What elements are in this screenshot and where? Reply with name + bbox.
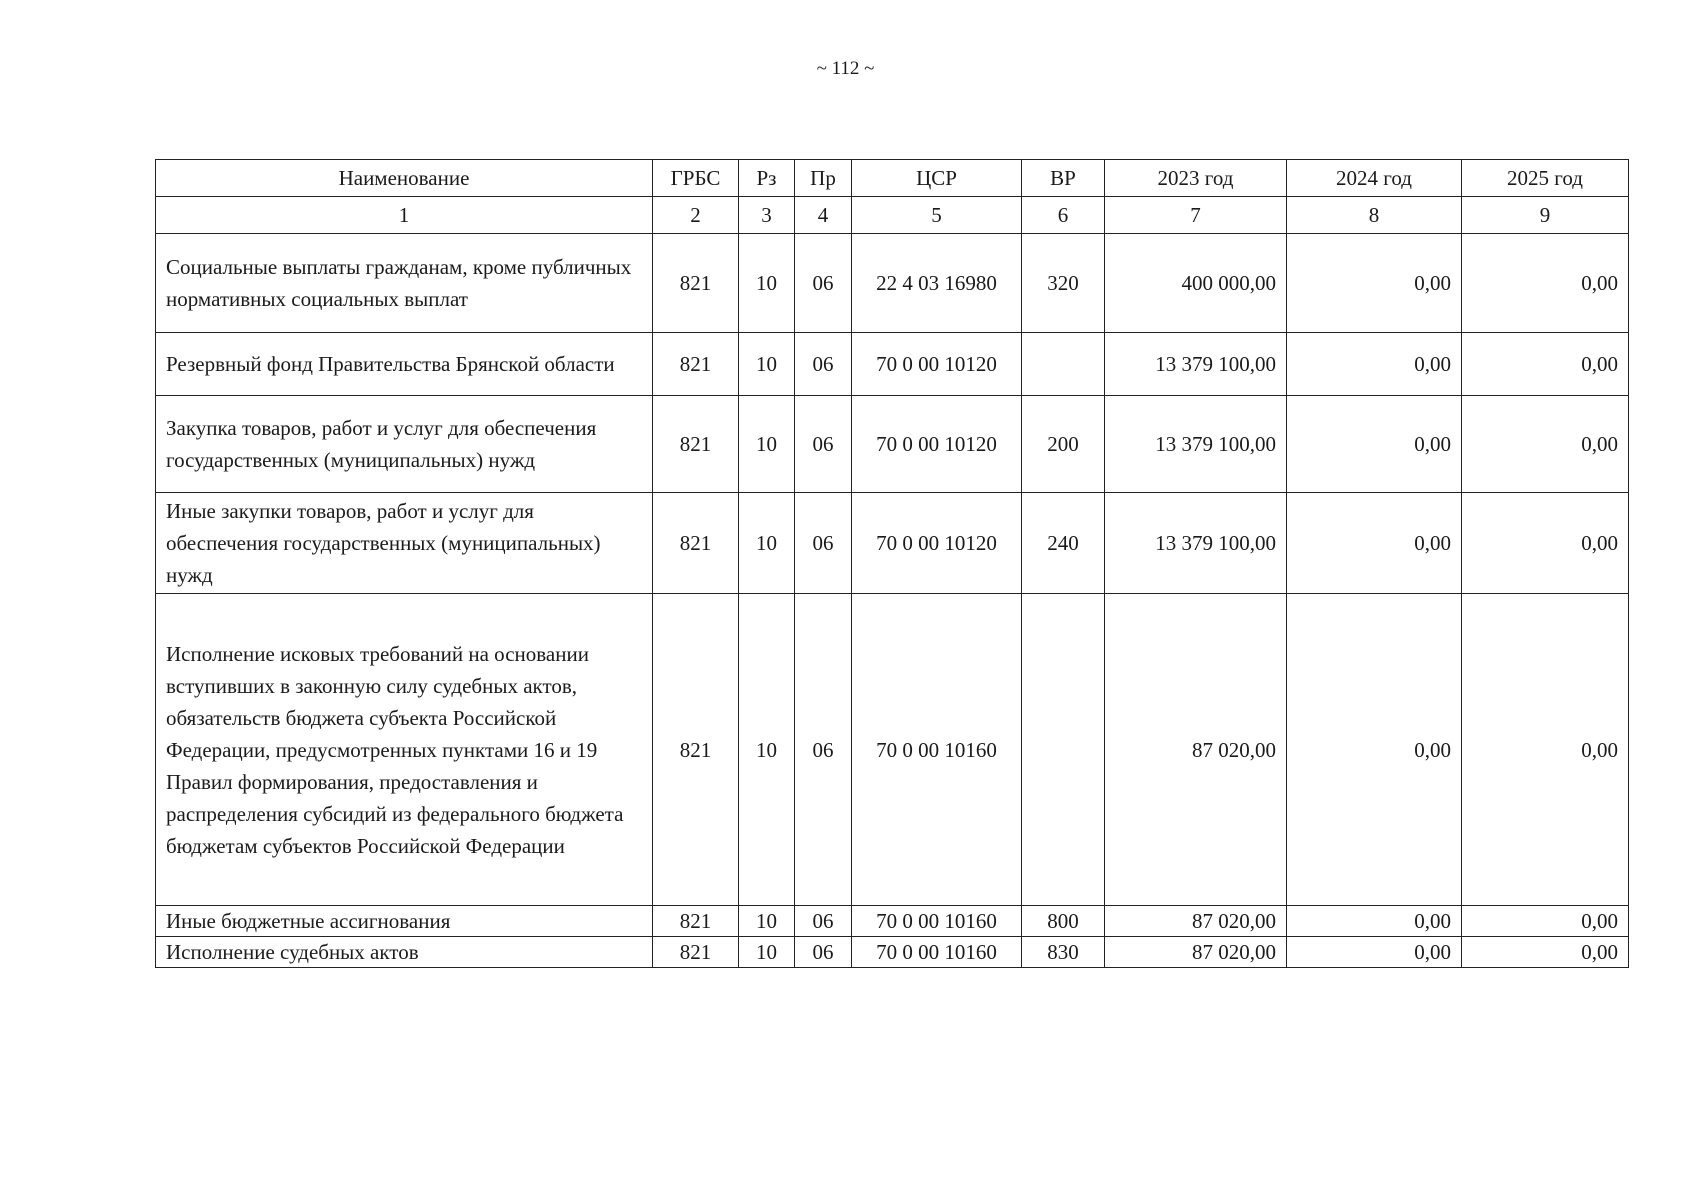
table-row	[156, 594, 1629, 906]
header-2023: 2023 год	[1105, 160, 1287, 197]
column-number-row	[156, 197, 1629, 234]
row-2024: 0,00	[1287, 594, 1462, 906]
row-2024: 0,00	[1287, 493, 1462, 594]
row-name: Иные бюджетные ассигнования	[156, 906, 653, 937]
row-name: Иные закупки товаров, работ и услуг для обеспечения государственных (муниципальных) нужд	[156, 493, 653, 594]
row-2025: 0,00	[1462, 333, 1629, 396]
row-rz: 10	[739, 594, 795, 906]
column-number: 5	[852, 197, 1022, 234]
row-csr: 70 0 00 10160	[852, 937, 1022, 968]
column-number: 8	[1287, 197, 1462, 234]
page-number: ~ 112 ~	[816, 58, 875, 79]
row-vr: 800	[1022, 906, 1105, 937]
column-number: 1	[156, 197, 653, 234]
header-csr: ЦСР	[852, 160, 1022, 197]
table-row	[156, 333, 1629, 396]
row-pr: 06	[795, 333, 852, 396]
row-2025: 0,00	[1462, 594, 1629, 906]
column-number: 9	[1462, 197, 1629, 234]
table-row	[156, 234, 1629, 333]
row-pr: 06	[795, 594, 852, 906]
row-csr: 70 0 00 10120	[852, 333, 1022, 396]
row-2023: 13 379 100,00	[1105, 333, 1287, 396]
row-name: Исполнение исковых требований на основании вступивших в законную силу судебных актов, обязательств бюджета субъекта Российской Федерации, предусмотренных пунктами 16 и 19 Правил формирования, предоставления и распределения субсидий из федерального бюджета бюджетам субъектов Российской Федерации	[156, 594, 653, 906]
header-pr: Пр	[795, 160, 852, 197]
header-2024: 2024 год	[1287, 160, 1462, 197]
header-vr: ВР	[1022, 160, 1105, 197]
row-2024: 0,00	[1287, 937, 1462, 968]
row-name: Закупка товаров, работ и услуг для обеспечения государственных (муниципальных) нужд	[156, 396, 653, 493]
row-name: Социальные выплаты гражданам, кроме публичных нормативных социальных выплат	[156, 234, 653, 333]
row-csr: 70 0 00 10120	[852, 493, 1022, 594]
row-grbs: 821	[653, 937, 739, 968]
row-name: Исполнение судебных актов	[156, 937, 653, 968]
row-pr: 06	[795, 493, 852, 594]
row-rz: 10	[739, 333, 795, 396]
table-row	[156, 493, 1629, 594]
row-vr: 320	[1022, 234, 1105, 333]
row-2024: 0,00	[1287, 396, 1462, 493]
table-row	[156, 906, 1629, 937]
row-pr: 06	[795, 906, 852, 937]
header-grbs: ГРБС	[653, 160, 739, 197]
row-grbs: 821	[653, 493, 739, 594]
column-number: 2	[653, 197, 739, 234]
header-rz: Рз	[739, 160, 795, 197]
row-csr: 22 4 03 16980	[852, 234, 1022, 333]
row-2024: 0,00	[1287, 906, 1462, 937]
table-row	[156, 937, 1629, 968]
row-2025: 0,00	[1462, 396, 1629, 493]
row-grbs: 821	[653, 333, 739, 396]
column-number: 4	[795, 197, 852, 234]
row-vr: 240	[1022, 493, 1105, 594]
row-2025: 0,00	[1462, 937, 1629, 968]
row-vr	[1022, 594, 1105, 906]
row-csr: 70 0 00 10160	[852, 594, 1022, 906]
row-2025: 0,00	[1462, 493, 1629, 594]
column-number: 3	[739, 197, 795, 234]
row-2023: 87 020,00	[1105, 937, 1287, 968]
header-name: Наименование	[156, 160, 653, 197]
row-2025: 0,00	[1462, 234, 1629, 333]
row-grbs: 821	[653, 906, 739, 937]
row-csr: 70 0 00 10160	[852, 906, 1022, 937]
row-2023: 87 020,00	[1105, 594, 1287, 906]
row-vr: 830	[1022, 937, 1105, 968]
row-2024: 0,00	[1287, 333, 1462, 396]
row-rz: 10	[739, 234, 795, 333]
row-pr: 06	[795, 234, 852, 333]
column-number: 7	[1105, 197, 1287, 234]
row-2024: 0,00	[1287, 234, 1462, 333]
row-pr: 06	[795, 937, 852, 968]
row-csr: 70 0 00 10120	[852, 396, 1022, 493]
row-rz: 10	[739, 493, 795, 594]
row-grbs: 821	[653, 234, 739, 333]
budget-table	[155, 159, 1629, 968]
row-rz: 10	[739, 906, 795, 937]
column-number: 6	[1022, 197, 1105, 234]
row-2023: 87 020,00	[1105, 906, 1287, 937]
row-name: Резервный фонд Правительства Брянской области	[156, 333, 653, 396]
header-row	[156, 160, 1629, 197]
row-2023: 400 000,00	[1105, 234, 1287, 333]
table-row	[156, 396, 1629, 493]
row-rz: 10	[739, 396, 795, 493]
row-grbs: 821	[653, 396, 739, 493]
row-vr: 200	[1022, 396, 1105, 493]
row-vr	[1022, 333, 1105, 396]
row-grbs: 821	[653, 594, 739, 906]
row-2023: 13 379 100,00	[1105, 396, 1287, 493]
row-pr: 06	[795, 396, 852, 493]
row-2023: 13 379 100,00	[1105, 493, 1287, 594]
header-2025: 2025 год	[1462, 160, 1629, 197]
row-rz: 10	[739, 937, 795, 968]
row-2025: 0,00	[1462, 906, 1629, 937]
